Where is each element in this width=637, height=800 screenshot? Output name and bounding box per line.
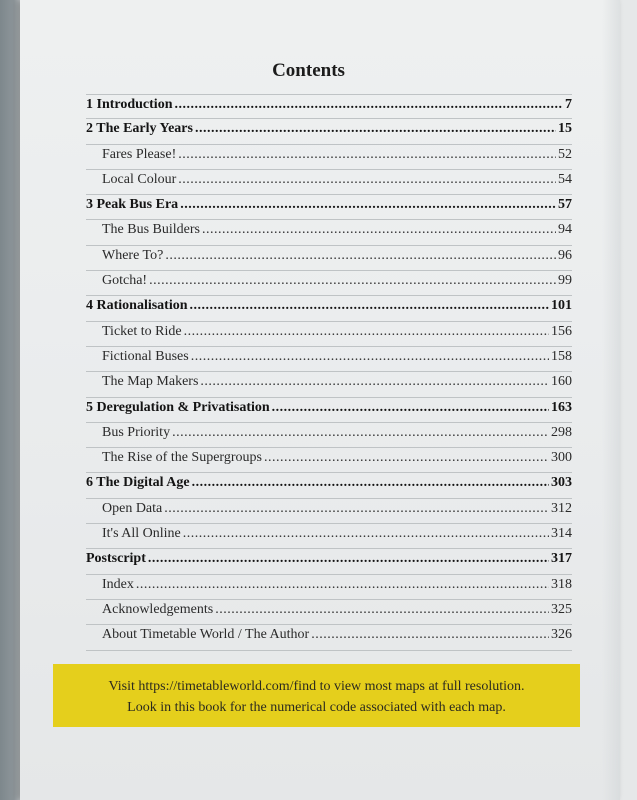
toc-section-row [86, 372, 572, 397]
toc-entry-title: It's All Online [102, 526, 181, 542]
dot-leader [183, 526, 549, 542]
dot-leader [184, 324, 549, 340]
toc-section-row [86, 271, 572, 296]
toc-entry-title: 5 Deregulation & Privatisation [86, 399, 270, 415]
toc-page-number: 303 [551, 475, 572, 491]
toc-page-number: 300 [551, 450, 572, 466]
toc-entry-title: The Bus Builders [102, 222, 200, 238]
toc-chapter-row [86, 119, 572, 144]
toc-section-row [86, 246, 572, 271]
toc-section-row [86, 499, 572, 524]
dot-leader [195, 121, 556, 137]
toc-page-number: 96 [558, 247, 572, 263]
dot-leader [311, 627, 549, 643]
toc-section-row [86, 347, 572, 372]
toc-entry-title: 1 Introduction [86, 97, 173, 112]
dot-leader [178, 172, 556, 188]
toc-page-number: 312 [551, 500, 572, 516]
toc-page-number: 57 [558, 197, 572, 213]
toc-page-number: 163 [551, 399, 572, 415]
dot-leader [215, 602, 549, 618]
dot-leader [202, 222, 556, 238]
toc-page-number: 156 [551, 323, 572, 339]
toc-entry-title: Fares Please! [102, 146, 177, 162]
dot-leader [149, 273, 556, 289]
toc-entry-title: Bus Priority [102, 424, 171, 440]
toc-section-row [86, 625, 572, 650]
page-edge [602, 0, 620, 800]
toc-entry-title: Acknowledgements [102, 601, 214, 617]
notice-line-1: Visit https://timetableworld.com/find to view most maps at full resolution. [108, 679, 525, 694]
toc-entry-title: Gotcha! [102, 273, 148, 289]
table-of-contents [86, 94, 572, 651]
page-title: Contents [272, 60, 345, 81]
toc-entry-title: About Timetable World / The Author [102, 627, 310, 643]
toc-page-number: 99 [558, 273, 572, 289]
toc-chapter-row [86, 296, 572, 321]
dot-leader [192, 475, 549, 491]
dot-leader [190, 298, 549, 314]
toc-section-row [86, 600, 572, 625]
toc-page-number: 158 [551, 348, 572, 364]
toc-page-number: 314 [551, 526, 572, 542]
toc-page-number: 326 [551, 627, 572, 643]
toc-page-number: 52 [558, 146, 572, 162]
dot-leader [178, 147, 556, 163]
dot-leader [264, 450, 549, 466]
dot-leader [164, 501, 549, 517]
toc-entry-title: 2 The Early Years [86, 121, 193, 137]
toc-entry-title: 3 Peak Bus Era [86, 197, 179, 213]
toc-entry-title: 4 Rationalisation [86, 298, 188, 314]
toc-section-row [86, 322, 572, 347]
dot-leader [136, 577, 549, 593]
toc-page-number: 317 [551, 551, 572, 567]
toc-page-number: 160 [551, 374, 572, 390]
toc-entry-title: Open Data [102, 500, 163, 516]
notice-line-2: Look in this book for the numerical code associated with each map. [127, 700, 506, 715]
dot-leader [191, 349, 549, 365]
toc-entry-title: Fictional Buses [102, 348, 189, 364]
toc-page-number: 101 [551, 298, 572, 314]
toc-page-number: 325 [551, 601, 572, 617]
toc-entry-title: Index [102, 576, 134, 592]
toc-section-row [86, 145, 572, 170]
website-notice [53, 664, 580, 727]
toc-entry-title: 6 The Digital Age [86, 475, 190, 491]
toc-entry-title: The Map Makers [102, 374, 199, 390]
toc-page-number: 318 [551, 576, 572, 592]
dot-leader [172, 425, 549, 441]
toc-entry-title: Where To? [102, 247, 164, 263]
toc-section-row [86, 220, 572, 245]
toc-chapter-row [86, 398, 572, 423]
toc-section-row [86, 170, 572, 195]
toc-page-number: 15 [558, 121, 572, 137]
toc-page-number: 54 [558, 171, 572, 187]
dot-leader [174, 97, 563, 113]
toc-chapter-row [86, 195, 572, 220]
toc-chapter-row [86, 549, 572, 574]
dot-leader [165, 248, 556, 264]
toc-section-row [86, 423, 572, 448]
toc-entry-title: Postscript [86, 551, 146, 567]
toc-section-row [86, 448, 572, 473]
dot-leader [180, 197, 556, 213]
toc-chapter-row [86, 94, 572, 119]
toc-entry-title: The Rise of the Supergroups [102, 450, 262, 466]
toc-page-number: 7 [565, 97, 572, 112]
toc-entry-title: Local Colour [102, 171, 177, 187]
toc-section-row [86, 524, 572, 549]
dot-leader [200, 374, 549, 390]
dot-leader [148, 551, 549, 567]
toc-page-number: 298 [551, 424, 572, 440]
toc-page-number: 94 [558, 222, 572, 238]
toc-entry-title: Ticket to Ride [102, 323, 182, 339]
dot-leader [272, 400, 549, 416]
toc-chapter-row [86, 473, 572, 498]
toc-section-row [86, 575, 572, 600]
